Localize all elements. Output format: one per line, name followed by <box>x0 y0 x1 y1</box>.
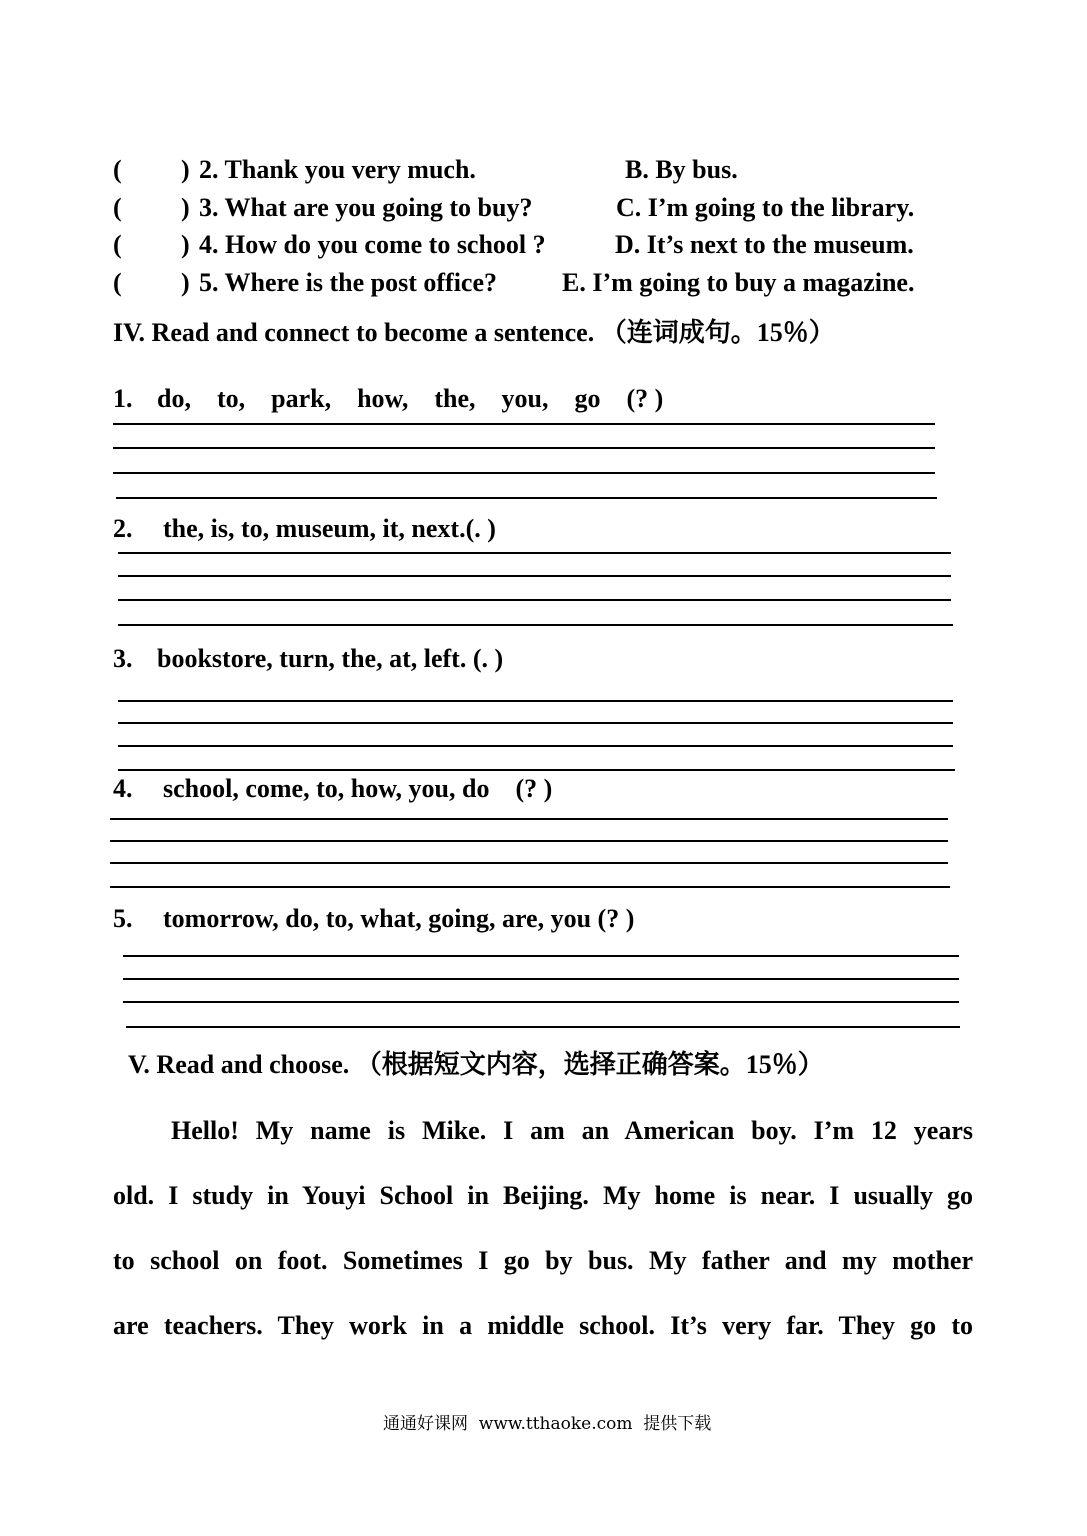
passage-line: to school on foot. Sometimes I go by bus. My father and my mother <box>113 1246 973 1275</box>
writing-line[interactable] <box>113 447 935 449</box>
passage-line: are teachers. They work in a middle school. It’s very far. They go to <box>113 1311 973 1340</box>
section-heading: IV. Read and connect to become a sentence. （连词成句。15％） <box>113 318 835 347</box>
writing-line[interactable] <box>118 552 951 554</box>
prompt-number: 2. <box>113 514 133 543</box>
section-heading: V. Read and choose. （根据短文内容，选择正确答案。15％） <box>128 1050 824 1079</box>
matching-question: 5. Where is the post office? <box>199 268 497 297</box>
matching-answer: C. I’m going to the library. <box>616 193 915 222</box>
prompt-words: bookstore, turn, the, at, left. (. ) <box>157 644 504 673</box>
answer-blank-close: ) <box>181 193 190 222</box>
prompt-number: 3. <box>113 644 133 673</box>
prompt-number: 1. <box>113 384 133 413</box>
writing-line[interactable] <box>118 575 951 577</box>
writing-line[interactable] <box>110 818 948 820</box>
answer-blank-close: ) <box>181 268 190 297</box>
writing-line[interactable] <box>113 423 935 425</box>
answer-blank-close: ) <box>181 155 190 184</box>
matching-row <box>113 230 973 262</box>
matching-row <box>113 155 973 187</box>
writing-line[interactable] <box>118 722 953 724</box>
writing-line[interactable] <box>123 1001 959 1003</box>
writing-line[interactable] <box>123 978 959 980</box>
writing-line[interactable] <box>118 624 953 626</box>
writing-line[interactable] <box>118 745 953 747</box>
writing-line[interactable] <box>113 472 935 474</box>
prompt-words: school, come, to, how, you, do (? ) <box>163 774 553 803</box>
writing-line[interactable] <box>126 1026 960 1028</box>
matching-row <box>113 193 973 225</box>
matching-question: 2. Thank you very much. <box>199 155 476 184</box>
answer-blank-open: ( <box>113 155 122 184</box>
prompt-words: the, is, to, museum, it, next.(. ) <box>163 514 496 543</box>
writing-line[interactable] <box>110 840 948 842</box>
writing-line[interactable] <box>118 599 951 601</box>
prompt-words: do, to, park, how, the, you, go (? ) <box>157 384 664 413</box>
answer-blank-open: ( <box>113 268 122 297</box>
matching-answer: D. It’s next to the museum. <box>615 230 914 259</box>
passage-line: Hello! My name is Mike. I am an American boy. I’m 12 years <box>171 1116 973 1145</box>
matching-question: 4. How do you come to school ? <box>199 230 546 259</box>
passage-line: old. I study in Youyi School in Beijing. My home is near. I usually go <box>113 1181 973 1210</box>
prompt-words: tomorrow, do, to, what, going, are, you (? ) <box>163 904 635 933</box>
answer-blank-open: ( <box>113 230 122 259</box>
writing-line[interactable] <box>116 497 937 499</box>
matching-answer: E. I’m going to buy a magazine. <box>562 268 915 297</box>
page-footer: 通通好课网 www.tthaoke.com 提供下载 <box>383 1414 712 1434</box>
prompt-number: 4. <box>113 774 133 803</box>
prompt-number: 5. <box>113 904 133 933</box>
matching-question: 3. What are you going to buy? <box>199 193 533 222</box>
writing-line[interactable] <box>110 862 948 864</box>
writing-line[interactable] <box>118 700 953 702</box>
matching-row <box>113 268 973 300</box>
answer-blank-close: ) <box>181 230 190 259</box>
matching-answer: B. By bus. <box>625 155 738 184</box>
writing-line[interactable] <box>123 955 959 957</box>
writing-line[interactable] <box>110 886 950 888</box>
answer-blank-open: ( <box>113 193 122 222</box>
writing-line[interactable] <box>118 769 955 771</box>
